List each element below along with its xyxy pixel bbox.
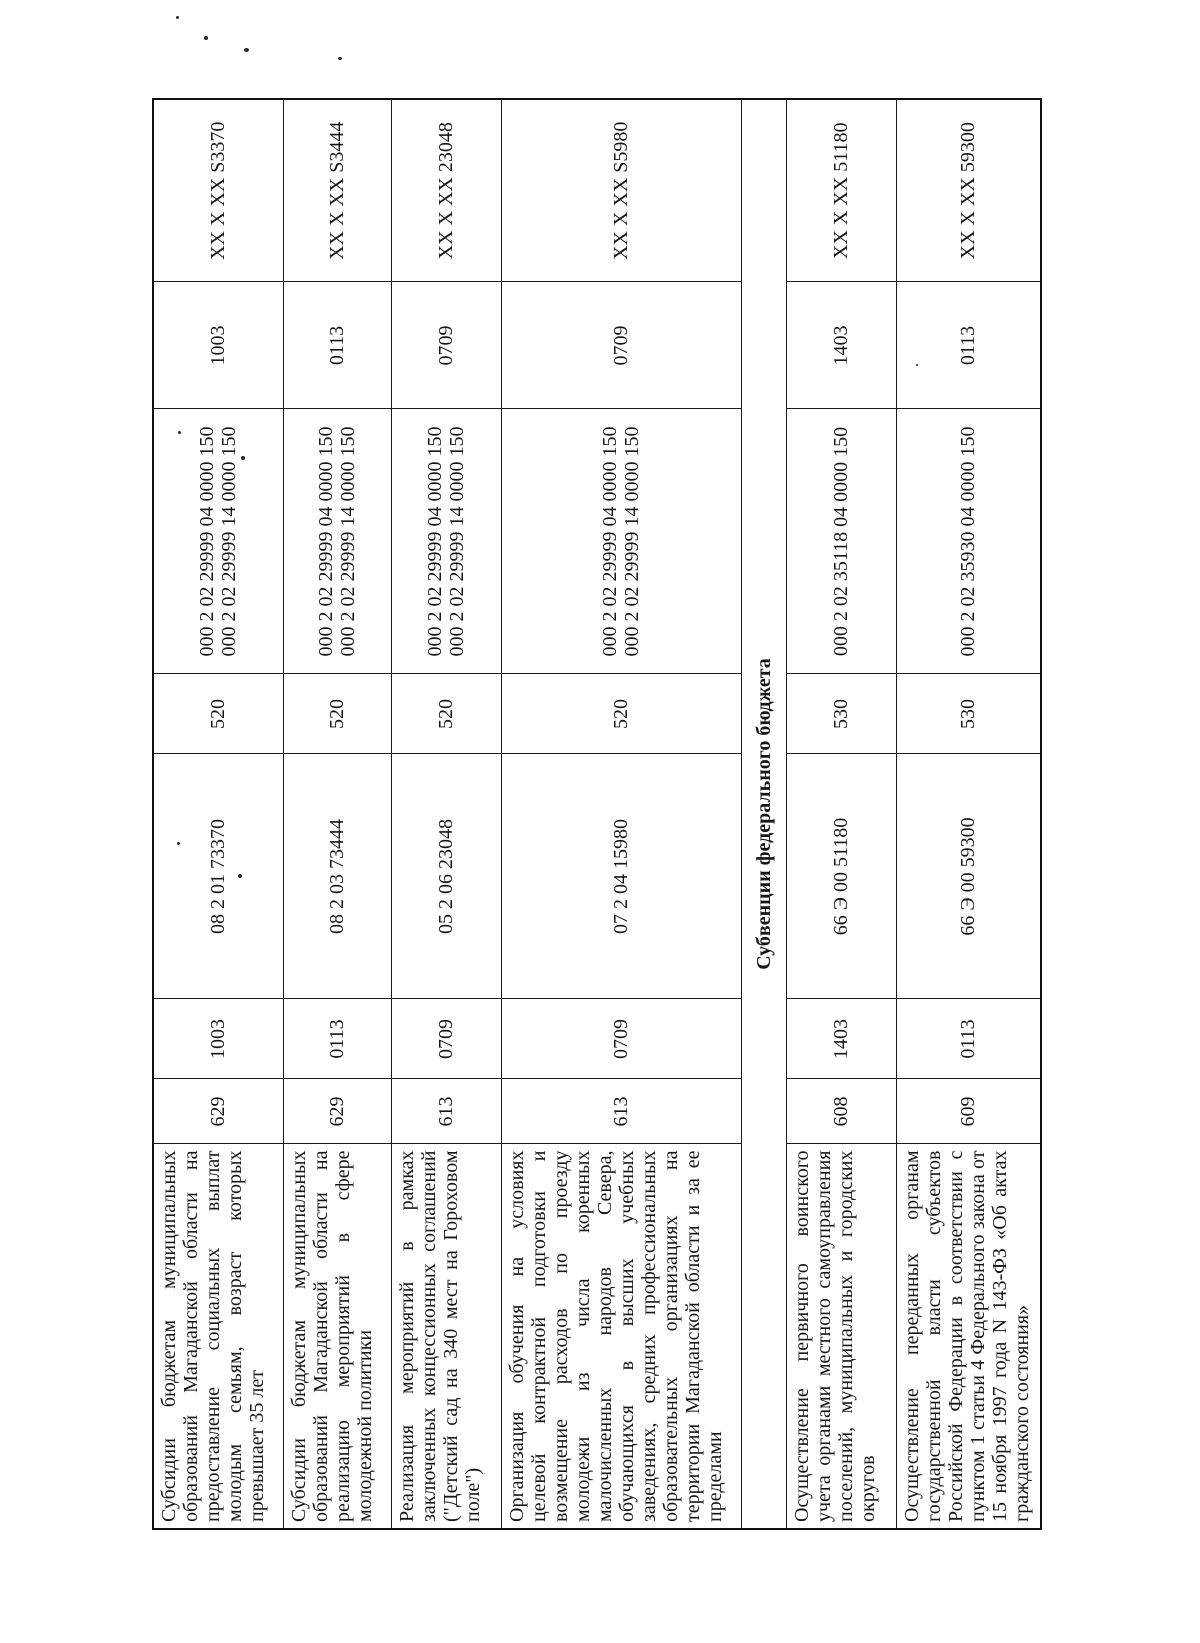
revenue-code: 000 2 02 29999 14 0000 150 — [218, 426, 241, 657]
section-code-cell: 0113 — [283, 999, 391, 1079]
target-code-cell: 08 2 01 73370 — [153, 754, 283, 999]
section-code-cell: 1003 — [153, 999, 283, 1079]
revenue-code-cell — [283, 409, 391, 674]
local-section-code-cell: 0113 — [896, 282, 1041, 409]
scan-speck — [241, 456, 245, 460]
target-code-cell: 05 2 06 23048 — [391, 754, 501, 999]
table-row — [391, 99, 501, 1529]
revenue-code: 000 2 02 29999 04 0000 150 — [196, 426, 219, 657]
rotated-table-sheet — [152, 100, 1042, 1530]
table-row — [153, 99, 283, 1529]
budget-table — [152, 98, 1042, 1530]
scan-speck — [244, 48, 249, 52]
revenue-code: 000 2 02 35930 04 0000 150 — [957, 426, 980, 657]
local-target-code-cell: XX X XX 23048 — [391, 99, 501, 282]
description-cell: Реализация мероприятий в рамках заключенных концессионных соглашений ("Детский сад на 340 мест на Гороховом поле") — [391, 1144, 501, 1529]
revenue-code: 000 2 02 29999 14 0000 150 — [337, 426, 359, 657]
target-code-cell: 07 2 04 15980 — [501, 754, 741, 999]
local-section-code-cell: 1003 — [153, 282, 283, 409]
description-cell: Осуществление переданных органам государственной власти субъектов Российской Федерации в соответствии с пунктом 1 статьи 4 Федерального закона от 15 ноября 1997 года N 143-ФЗ «Об актах гражданского состояния» — [896, 1144, 1041, 1529]
revenue-code-cell — [501, 409, 741, 674]
table-row — [283, 99, 391, 1529]
target-code-cell: 66 Э 00 59300 — [896, 754, 1041, 999]
revenue-code-cell — [896, 409, 1041, 674]
section-code-cell: 0113 — [896, 999, 1041, 1079]
expense-type-cell: 530 — [786, 674, 896, 754]
description-cell: Субсидии бюджетам муниципальных образований Магаданской области на реализацию мероприятий в сфере молодежной политики — [283, 1144, 391, 1529]
group-header-row — [741, 99, 786, 1529]
admin-code-cell: 629 — [153, 1079, 283, 1144]
admin-code-cell: 608 — [786, 1079, 896, 1144]
table-row — [501, 99, 741, 1529]
description-cell: Организация обучения на условиях целевой контрактной подготовки и возмещение расходов по проезду молодежи из числа коренных малочисленных народов Севера, обучающихся в высших учебных заведениях, средних профессиональных образовательных организациях на территории Магаданской области и за ее пределами — [501, 1144, 741, 1529]
scan-speck — [338, 57, 342, 60]
expense-type-cell: 520 — [391, 674, 501, 754]
description-cell: Субсидии бюджетам муниципальных образований Магаданской области на предоставление социальных выплат молодым семьям, возраст которых превышает 35 лет — [153, 1144, 283, 1529]
table-row — [896, 99, 1041, 1529]
section-code-cell: 0709 — [391, 999, 501, 1079]
scan-speck — [204, 36, 208, 40]
local-target-code-cell: XX X XX S5980 — [501, 99, 741, 282]
admin-code-cell: 613 — [391, 1079, 501, 1144]
revenue-code: 000 2 02 29999 14 0000 150 — [621, 426, 643, 657]
revenue-code-cell — [786, 409, 896, 674]
expense-type-cell: 530 — [896, 674, 1041, 754]
local-section-code-cell: 0709 — [501, 282, 741, 409]
expense-type-cell: 520 — [153, 674, 283, 754]
local-target-code-cell: XX X XX 59300 — [896, 99, 1041, 282]
revenue-code: 000 2 02 35118 04 0000 150 — [830, 426, 852, 657]
admin-code-cell: 629 — [283, 1079, 391, 1144]
expense-type-cell: 520 — [501, 674, 741, 754]
scan-speck — [238, 874, 242, 878]
admin-code-cell: 609 — [896, 1079, 1041, 1144]
revenue-code: 000 2 02 29999 04 0000 150 — [315, 426, 337, 657]
local-target-code-cell: XX X XX S3444 — [283, 99, 391, 282]
revenue-code-cell — [153, 409, 283, 674]
revenue-code: 000 2 02 29999 04 0000 150 — [424, 426, 446, 657]
revenue-code-cell — [391, 409, 501, 674]
table-frame — [140, 90, 1100, 1540]
target-code-cell: 08 2 03 73444 — [283, 754, 391, 999]
scan-speck — [916, 364, 918, 366]
revenue-code: 000 2 02 29999 14 0000 150 — [446, 426, 468, 657]
local-target-code-cell: XX X XX 51180 — [786, 99, 896, 282]
expense-type-cell: 520 — [283, 674, 391, 754]
revenue-code: 000 2 02 29999 04 0000 150 — [599, 426, 621, 657]
local-section-code-cell: 0709 — [391, 282, 501, 409]
table-row — [786, 99, 896, 1529]
subvention-group-header: Субвенции федерального бюджета — [741, 99, 786, 1529]
description-cell: Осуществление первичного воинского учета органами местного самоуправления поселений, муниципальных и городских округов — [786, 1144, 896, 1529]
scan-speck — [178, 431, 181, 434]
scan-speck — [177, 842, 180, 845]
scan-speck — [176, 16, 179, 19]
section-code-cell: 0709 — [501, 999, 741, 1079]
target-code-cell: 66 Э 00 51180 — [786, 754, 896, 999]
local-section-code-cell: 0113 — [283, 282, 391, 409]
local-section-code-cell: 1403 — [786, 282, 896, 409]
section-code-cell: 1403 — [786, 999, 896, 1079]
admin-code-cell: 613 — [501, 1079, 741, 1144]
local-target-code-cell: XX X XX S3370 — [153, 99, 283, 282]
